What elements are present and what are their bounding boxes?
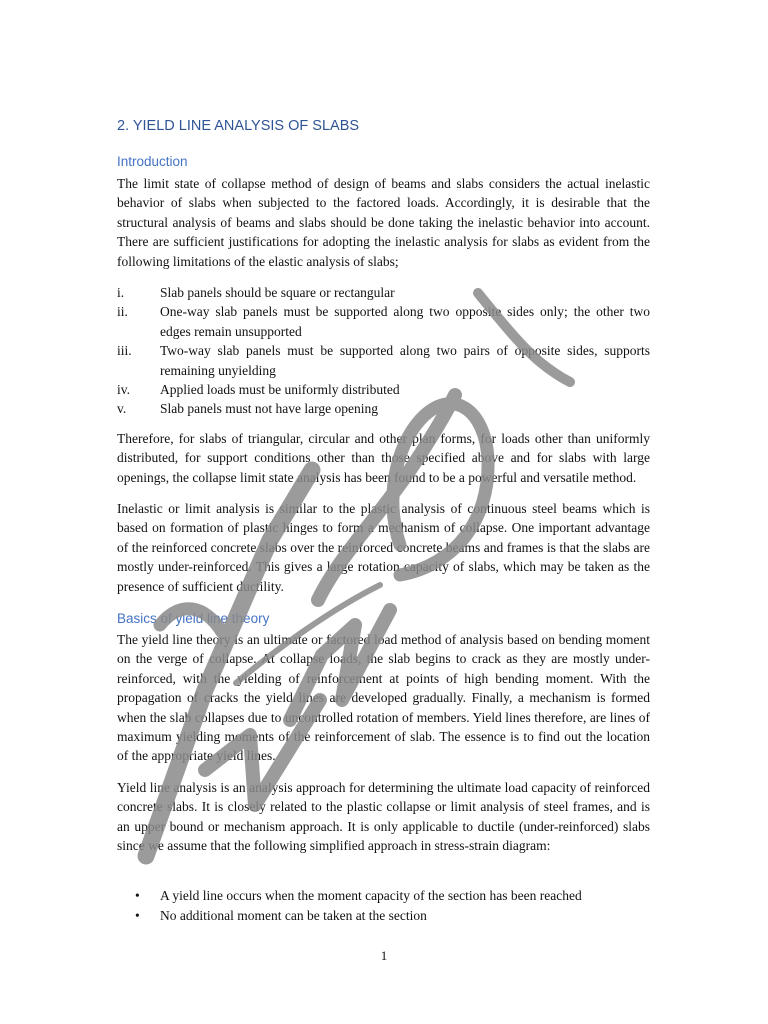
list-item-number: ii.	[117, 304, 128, 320]
limit-analysis-paragraph: Inelastic or limit analysis is similar to the plastic analysis of continuous steel beams which is based on formation of plastic hinges to form a mechanism of collapse. One important advantage of the reinforced concrete slabs over the reinforced concrete beams and frames is that the slabs are mostly under-reinforced. This gives a large rotation capacity of slabs, which may be taken as the presence of sufficient ductility.	[117, 501, 650, 594]
introduction-paragraph: The limit state of collapse method of design of beams and slabs considers the actual inelastic behavior of slabs when subjected to the factored loads. Accordingly, it is desirable that the structural analysis of beams and slabs should be done taking the inelastic behavior into account. There are sufficient justifications for adopting the inelastic analysis for slabs as evident from the following limitations of the elastic analysis of slabs;	[117, 176, 650, 269]
list-item-number: v.	[117, 401, 127, 417]
yield-line-theory-paragraph: The yield line theory is an ultimate or factored load method of analysis based on bending moment on the verge of collapse. At collapse loads, the slab begins to crack as they are mostly under-reinforced, with the yielding of reinforcement at points of high bending moment. With the propagation of cracks the yield lines are developed gradually. Finally, a mechanism is formed when the slab collapses due to uncontrolled rotation of members. Yield lines therefore, are lines of maximum yielding moments of the reinforcement of slab. The essence is to find out the location of the appropriate yield lines.	[117, 632, 650, 764]
slab-forms-paragraph: Therefore, for slabs of triangular, circular and other plan forms, for loads other than uniformly distributed, for support conditions other than those specified above and for slabs with large openings, the collapse limit state analysis has been found to be a powerful and versatile method.	[117, 431, 650, 485]
list-item-text: A yield line occurs when the moment capacity of the section has been reached	[160, 888, 582, 903]
list-item	[117, 341, 650, 380]
yield-line-analysis-paragraph: Yield line analysis is an analysis approach for determining the ultimate load capacity of reinforced concrete slabs. It is closely related to the plastic collapse or limit analysis of steel frames, and is an upper bound or mechanism approach. It is only applicable to ductile (under-reinforced) slabs since we assume that the following simplified approach in stress-strain diagram:	[117, 780, 650, 854]
list-item-text: Applied loads must be uniformly distributed	[160, 382, 400, 398]
bullet-icon: •	[135, 888, 140, 903]
list-item-text: One-way slab panels must be supported along two opposite sides only; the other two edges remain unsupported	[160, 304, 650, 339]
list-item	[117, 906, 650, 925]
limitations-list	[117, 283, 650, 419]
list-item-text: No additional moment can be taken at the section	[160, 908, 427, 924]
basics-heading: Basics of yield line theory	[117, 611, 270, 626]
assumptions-list	[117, 886, 650, 926]
list-item-text: Two-way slab panels must be supported along two pairs of opposite sides, supports remaining unyielding	[160, 343, 650, 378]
list-item-text: Slab panels should be square or rectangular	[160, 285, 395, 300]
list-item-number: i.	[117, 285, 125, 300]
list-item-text: Slab panels must not have large opening	[160, 401, 378, 417]
page-number: 1	[380, 948, 388, 963]
list-item-number: iii.	[117, 343, 132, 359]
introduction-heading: Introduction	[117, 154, 188, 169]
list-item	[117, 886, 650, 905]
list-item-number: iv.	[117, 382, 130, 398]
list-item	[117, 302, 650, 341]
list-item	[117, 380, 650, 399]
list-item	[117, 399, 650, 418]
list-item	[117, 283, 650, 302]
bullet-icon: •	[135, 908, 140, 924]
section-title: 2. YIELD LINE ANALYSIS OF SLABS	[117, 118, 360, 134]
